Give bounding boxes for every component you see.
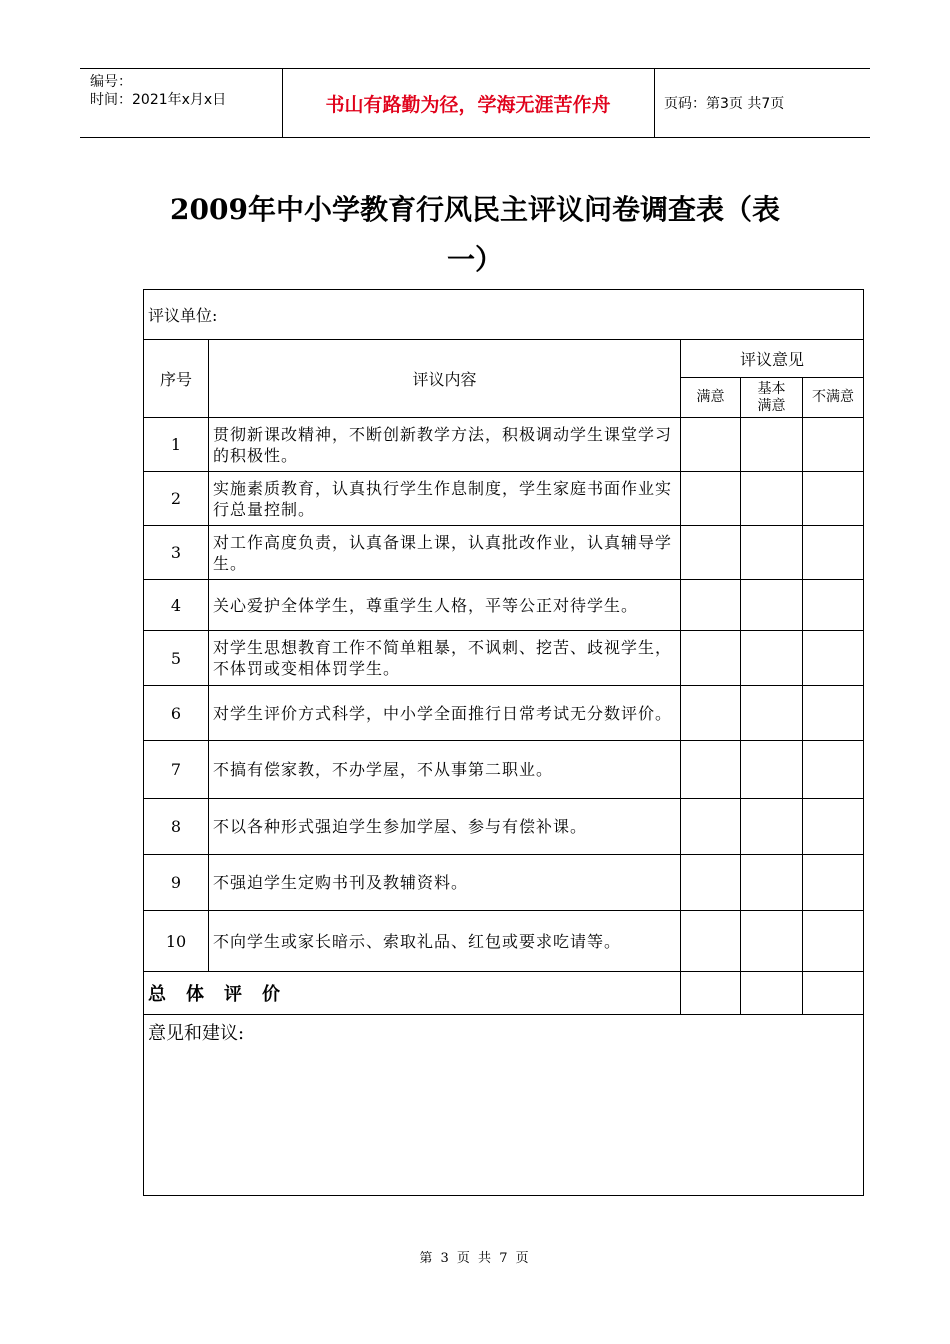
row-content: 对学生思想教育工作不简单粗暴，不讽刺、挖苦、歧视学生，不体罚或变相体罚学生。: [209, 631, 681, 686]
basically-satisfied-line-2: 满意: [757, 397, 786, 414]
column-header-unsatisfied: 不满意: [803, 378, 864, 418]
overall-basically-satisfied-cell[interactable]: [741, 972, 803, 1015]
overall-evaluation-row: [144, 972, 864, 1015]
unsatisfied-cell[interactable]: [803, 580, 864, 631]
suggestion-field[interactable]: [144, 1015, 864, 1196]
unsatisfied-cell[interactable]: [803, 855, 864, 911]
row-content: 不以各种形式强迫学生参加学屋、参与有偿补课。: [209, 799, 681, 855]
title-line-1: 2009年中小学教育行风民主评议问卷调查表（表: [170, 193, 780, 226]
document-number-label: 编号：: [90, 74, 132, 90]
basically-satisfied-cell[interactable]: [741, 526, 803, 580]
table-row: [144, 799, 864, 855]
row-number: 9: [144, 855, 209, 911]
basically-satisfied-cell[interactable]: [741, 686, 803, 741]
table-row: [144, 418, 864, 472]
overall-unsatisfied-cell[interactable]: [803, 972, 864, 1015]
row-content: 不强迫学生定购书刊及教辅资料。: [209, 855, 681, 911]
unsatisfied-cell[interactable]: [803, 911, 864, 972]
unsatisfied-cell[interactable]: [803, 631, 864, 686]
page-footer: 第 3 页 共 7 页: [419, 1251, 531, 1266]
unsatisfied-cell[interactable]: [803, 418, 864, 472]
row-content: 不搞有偿家教，不办学屋，不从事第二职业。: [209, 741, 681, 799]
unsatisfied-cell[interactable]: [803, 686, 864, 741]
satisfied-cell[interactable]: [681, 855, 741, 911]
row-number: 8: [144, 799, 209, 855]
table-row: [144, 526, 864, 580]
row-number: 10: [144, 911, 209, 972]
row-number: 2: [144, 472, 209, 526]
row-content: 对工作高度负责，认真备课上课，认真批改作业，认真辅导学生。: [209, 526, 681, 580]
basically-satisfied-cell[interactable]: [741, 799, 803, 855]
header-band: [80, 68, 870, 138]
title-line-2: 一）: [446, 243, 503, 276]
basically-satisfied-cell[interactable]: [741, 911, 803, 972]
satisfied-cell[interactable]: [681, 472, 741, 526]
overall-satisfied-cell[interactable]: [681, 972, 741, 1015]
row-content: 贯彻新课改精神，不断创新教学方法，积极调动学生课堂学习的积极性。: [209, 418, 681, 472]
table-row: [144, 631, 864, 686]
basically-satisfied-cell[interactable]: [741, 418, 803, 472]
row-number: 5: [144, 631, 209, 686]
unsatisfied-cell[interactable]: [803, 799, 864, 855]
column-header-satisfied: 满意: [681, 378, 741, 418]
table-row: [144, 855, 864, 911]
column-header-opinion: 评议意见: [681, 340, 864, 378]
row-number: 1: [144, 418, 209, 472]
satisfied-cell[interactable]: [681, 799, 741, 855]
row-content: 不向学生或家长暗示、索取礼品、红包或要求吃请等。: [209, 911, 681, 972]
row-number: 7: [144, 741, 209, 799]
row-content: 对学生评价方式科学，中小学全面推行日常考试无分数评价。: [209, 686, 681, 741]
row-number: 6: [144, 686, 209, 741]
satisfied-cell[interactable]: [681, 631, 741, 686]
satisfied-cell[interactable]: [681, 911, 741, 972]
suggestion-row: [144, 1015, 864, 1196]
satisfied-cell[interactable]: [681, 526, 741, 580]
unsatisfied-cell[interactable]: [803, 526, 864, 580]
table-row: [144, 472, 864, 526]
overall-evaluation-label: 总体评价: [144, 972, 681, 1015]
table-row: [144, 686, 864, 741]
satisfied-cell[interactable]: [681, 686, 741, 741]
header-divider: [654, 69, 655, 137]
column-header-number: 序号: [144, 340, 209, 418]
column-header-basically-satisfied: [741, 378, 803, 418]
column-header-content: 评议内容: [209, 340, 681, 418]
satisfied-cell[interactable]: [681, 580, 741, 631]
page-title: [140, 185, 810, 285]
table-row: [144, 741, 864, 799]
satisfied-cell[interactable]: [681, 418, 741, 472]
header-motto: 书山有路勤为径，学海无涯苦作舟: [325, 93, 611, 116]
basically-satisfied-cell[interactable]: [741, 472, 803, 526]
unsatisfied-cell[interactable]: [803, 741, 864, 799]
row-number: 4: [144, 580, 209, 631]
unsatisfied-cell[interactable]: [803, 472, 864, 526]
suggestion-label: 意见和建议:: [148, 1023, 245, 1044]
basically-satisfied-cell[interactable]: [741, 580, 803, 631]
basically-satisfied-cell[interactable]: [741, 631, 803, 686]
document-time-label: 时间：2021年x月x日: [90, 92, 227, 108]
basically-satisfied-line-1: 基本: [757, 380, 786, 397]
survey-table: [143, 289, 864, 1196]
row-content: 实施素质教育，认真执行学生作息制度，学生家庭书面作业实行总量控制。: [209, 472, 681, 526]
header-meta: [90, 73, 226, 109]
row-number: 3: [144, 526, 209, 580]
satisfied-cell[interactable]: [681, 741, 741, 799]
basically-satisfied-cell[interactable]: [741, 855, 803, 911]
header-page-number: 页码：第3页 共7页: [664, 96, 785, 112]
table-row: [144, 911, 864, 972]
basically-satisfied-cell[interactable]: [741, 741, 803, 799]
table-row: [144, 580, 864, 631]
evaluation-unit-cell[interactable]: 评议单位:: [144, 290, 864, 340]
row-content: 关心爱护全体学生，尊重学生人格，平等公正对待学生。: [209, 580, 681, 631]
